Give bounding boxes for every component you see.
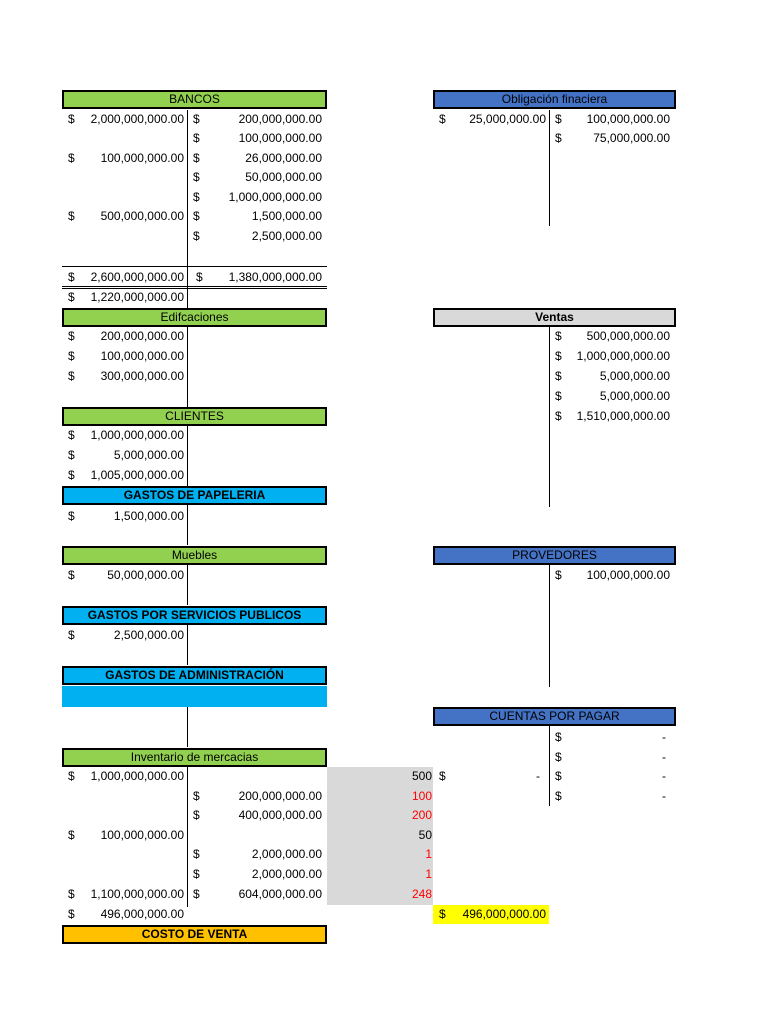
edificaciones-debit-1: 200,000,000.00 xyxy=(100,329,184,343)
inventario-units-4: 50 xyxy=(418,828,432,842)
bancos-total-credit: 1,380,000,000.00 xyxy=(228,270,322,284)
bancos-debit-3-sign: $ xyxy=(68,209,75,223)
gastos-papeleria-debit-1-sign: $ xyxy=(68,509,75,523)
cuentas-pagar-credit-4: - xyxy=(662,789,666,803)
gastos-admin-fill xyxy=(62,686,327,707)
bancos-credit-4: 50,000,000.00 xyxy=(245,170,322,184)
proveedores-credit-1-sign: $ xyxy=(555,568,562,582)
clientes-debit-1: 1,000,000,000.00 xyxy=(90,428,184,442)
inventario-balance-sign: $ xyxy=(68,907,75,921)
inventario-debit-2-sign: $ xyxy=(68,828,75,842)
inventario-credit-1: 200,000,000.00 xyxy=(238,789,322,803)
clientes-debit-2-sign: $ xyxy=(68,448,75,462)
inventario-credit-4: 2,000,000.00 xyxy=(251,867,322,881)
bancos-credit-2: 100,000,000.00 xyxy=(238,131,322,145)
inventario-units-2: 100 xyxy=(411,789,432,803)
inventario-side-dash: - xyxy=(536,769,540,783)
bancos-credit-3: 26,000,000.00 xyxy=(245,151,322,165)
muebles-t-divider xyxy=(187,565,188,605)
inventario-units-5: 1 xyxy=(425,847,432,861)
gastos-servicios-debit-1: 2,500,000.00 xyxy=(113,628,184,642)
obligacion-credit-1-sign: $ xyxy=(555,112,562,126)
costo-venta-header: COSTO DE VENTA xyxy=(62,925,327,944)
inventario-highlight-sign: $ xyxy=(439,907,446,921)
bancos-balance-divider xyxy=(187,289,188,308)
ventas-credit-5-sign: $ xyxy=(555,409,562,423)
bancos-credit-5-sign: $ xyxy=(193,190,200,204)
cuentas-pagar-credit-2-sign: $ xyxy=(555,750,562,764)
muebles-debit-1-sign: $ xyxy=(68,568,75,582)
inventario-total-debit: 1,100,000,000.00 xyxy=(90,887,184,901)
gastos-admin-t-divider xyxy=(187,707,188,747)
inventario-total-credit: 604,000,000.00 xyxy=(238,887,322,901)
clientes-header: CLIENTES xyxy=(62,407,327,426)
clientes-debit-1-sign: $ xyxy=(68,428,75,442)
bancos-credit-1-sign: $ xyxy=(193,112,200,126)
edificaciones-debit-2-sign: $ xyxy=(68,349,75,363)
obligacion-credit-2: 75,000,000.00 xyxy=(593,131,670,145)
cuentas-pagar-credit-3: - xyxy=(662,769,666,783)
inventario-side-sign: $ xyxy=(439,769,446,783)
bancos-credit-1: 200,000,000.00 xyxy=(238,112,322,126)
cuentas-pagar-credit-3-sign: $ xyxy=(555,769,562,783)
cuentas-pagar-credit-1-sign: $ xyxy=(555,730,562,744)
inventario-highlight-amount: 496,000,000.00 xyxy=(462,907,546,921)
inventario-debit-2: 100,000,000.00 xyxy=(100,828,184,842)
inventario-credit-1-sign: $ xyxy=(193,789,200,803)
inventario-units-1: 500 xyxy=(411,769,432,783)
inventario-credit-3: 2,000,000.00 xyxy=(251,847,322,861)
gastos-servicios-header: GASTOS POR SERVICIOS PUBLICOS xyxy=(62,606,327,625)
bancos-balance: 1,220,000,000.00 xyxy=(90,290,184,304)
gastos-papeleria-debit-1: 1,500,000.00 xyxy=(113,509,184,523)
proveedores-header: PROVEDORES xyxy=(433,546,676,565)
obligacion-credit-1: 100,000,000.00 xyxy=(586,112,670,126)
inventario-debit-1: 1,000,000,000.00 xyxy=(90,769,184,783)
bancos-total-debit: 2,600,000,000.00 xyxy=(90,270,184,284)
ventas-t-divider xyxy=(549,327,550,507)
inventario-units-3: 200 xyxy=(411,808,432,822)
inventario-t-divider xyxy=(187,767,188,907)
inventario-debit-1-sign: $ xyxy=(68,769,75,783)
bancos-credit-5: 1,000,000,000.00 xyxy=(228,190,322,204)
proveedores-credit-1: 100,000,000.00 xyxy=(586,568,670,582)
bancos-debit-1-sign: $ xyxy=(68,112,75,126)
obligacion-debit-1-sign: $ xyxy=(439,112,446,126)
gastos-papeleria-t-divider xyxy=(187,505,188,545)
clientes-t-divider xyxy=(187,426,188,486)
ventas-credit-3-sign: $ xyxy=(555,369,562,383)
bancos-credit-3-sign: $ xyxy=(193,151,200,165)
ventas-credit-1: 500,000,000.00 xyxy=(586,329,670,343)
inventario-units-6: 1 xyxy=(425,867,432,881)
bancos-credit-6-sign: $ xyxy=(193,209,200,223)
bancos-credit-2-sign: $ xyxy=(193,131,200,145)
ventas-header: Ventas xyxy=(433,308,676,327)
bancos-balance-sign: $ xyxy=(68,290,75,304)
gastos-admin-header: GASTOS DE ADMINISTRACIÓN xyxy=(62,666,327,685)
edificaciones-debit-1-sign: $ xyxy=(68,329,75,343)
cuentas-pagar-credit-1: - xyxy=(662,730,666,744)
muebles-debit-1: 50,000,000.00 xyxy=(107,568,184,582)
inventario-total-credit-sign: $ xyxy=(193,887,200,901)
inventario-header: Inventario de mercacias xyxy=(62,748,327,767)
inventario-credit-2-sign: $ xyxy=(193,808,200,822)
inventario-units-7: 248 xyxy=(411,887,432,901)
bancos-credit-7: 2,500,000.00 xyxy=(251,229,322,243)
bancos-credit-7-sign: $ xyxy=(193,229,200,243)
proveedores-t-divider xyxy=(549,565,550,687)
cuentas-pagar-t-divider xyxy=(549,726,550,806)
bancos-total-credit-sign: $ xyxy=(196,270,203,284)
ventas-credit-2-sign: $ xyxy=(555,349,562,363)
obligacion-header: Obligación finaciera xyxy=(433,90,676,109)
cuentas-pagar-credit-2: - xyxy=(662,750,666,764)
bancos-credit-4-sign: $ xyxy=(193,170,200,184)
bancos-header: BANCOS xyxy=(62,90,327,109)
ventas-credit-2: 1,000,000,000.00 xyxy=(576,349,670,363)
obligacion-credit-2-sign: $ xyxy=(555,131,562,145)
bancos-total-rule xyxy=(62,266,327,267)
clientes-debit-3-sign: $ xyxy=(68,468,75,482)
obligacion-t-divider xyxy=(549,110,550,226)
ventas-credit-3: 5,000,000.00 xyxy=(599,369,670,383)
clientes-debit-2: 5,000,000.00 xyxy=(113,448,184,462)
bancos-total-debit-sign: $ xyxy=(68,270,75,284)
gastos-servicios-debit-1-sign: $ xyxy=(68,628,75,642)
ventas-credit-4: 5,000,000.00 xyxy=(599,389,670,403)
clientes-debit-3: 1,005,000,000.00 xyxy=(90,468,184,482)
inventario-total-debit-sign: $ xyxy=(68,887,75,901)
cuentas-pagar-credit-4-sign: $ xyxy=(555,789,562,803)
bancos-debit-3: 500,000,000.00 xyxy=(100,209,184,223)
inventario-credit-2: 400,000,000.00 xyxy=(238,808,322,822)
ventas-credit-4-sign: $ xyxy=(555,389,562,403)
inventario-credit-3-sign: $ xyxy=(193,847,200,861)
bancos-t-divider xyxy=(187,110,188,288)
edificaciones-t-divider xyxy=(187,327,188,407)
edificaciones-header: Edifcaciones xyxy=(62,308,327,327)
gastos-papeleria-header: GASTOS DE PAPELERIA xyxy=(62,486,327,505)
gastos-servicios-t-divider xyxy=(187,625,188,665)
bancos-double-rule-1 xyxy=(62,286,327,287)
bancos-debit-1: 2,000,000,000.00 xyxy=(90,112,184,126)
ventas-credit-5: 1,510,000,000.00 xyxy=(576,409,670,423)
obligacion-debit-1: 25,000,000.00 xyxy=(469,112,546,126)
bancos-debit-2-sign: $ xyxy=(68,151,75,165)
edificaciones-debit-2: 100,000,000.00 xyxy=(100,349,184,363)
cuentas-pagar-header: CUENTAS POR PAGAR xyxy=(433,707,676,726)
edificaciones-debit-3: 300,000,000.00 xyxy=(100,369,184,383)
inventario-balance: 496,000,000.00 xyxy=(100,907,184,921)
bancos-debit-2: 100,000,000.00 xyxy=(100,151,184,165)
edificaciones-debit-3-sign: $ xyxy=(68,369,75,383)
bancos-credit-6: 1,500,000.00 xyxy=(251,209,322,223)
inventario-credit-4-sign: $ xyxy=(193,867,200,881)
ventas-credit-1-sign: $ xyxy=(555,329,562,343)
muebles-header: Muebles xyxy=(62,546,327,565)
